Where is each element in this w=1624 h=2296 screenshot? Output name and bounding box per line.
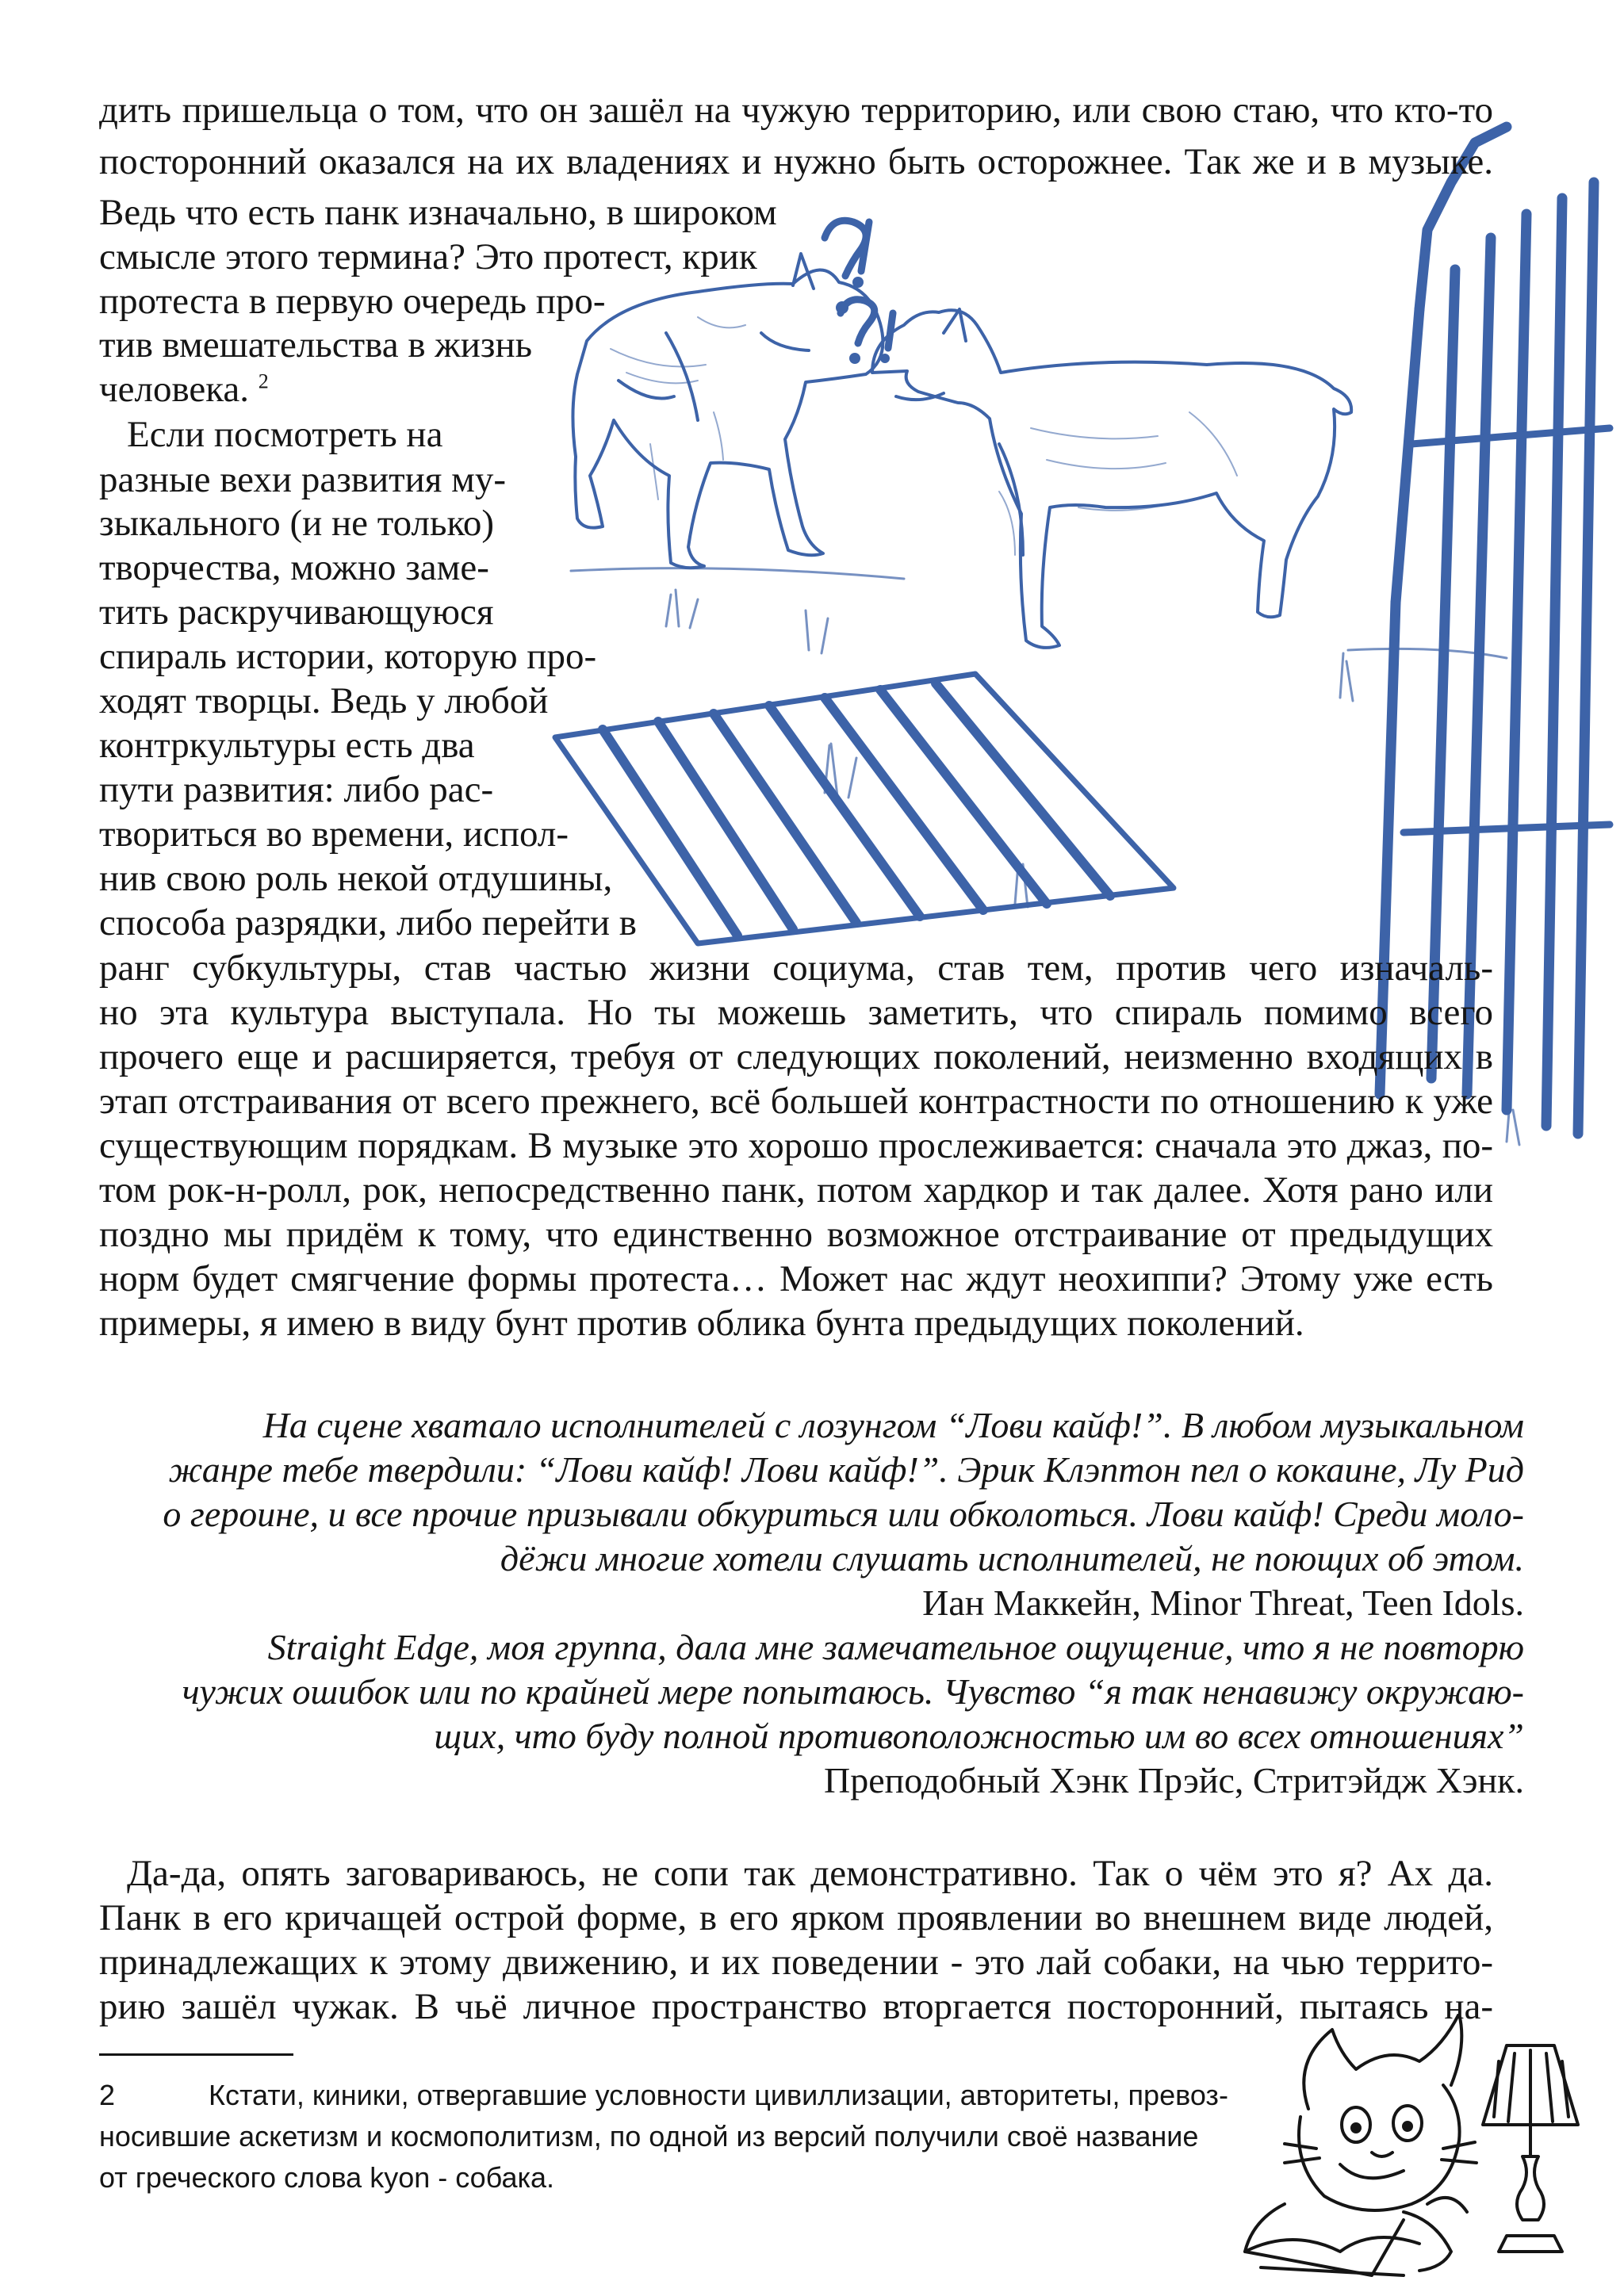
left-dog-icon (573, 254, 883, 568)
body-line: посторонний оказался на их владениях и нужно быть осторожнее. Так же и в музыке. (99, 141, 1493, 182)
body-line (99, 371, 269, 408)
body-line: тить раскручивающуюся (99, 591, 494, 633)
body-line: Ведь что есть панк изначально, в широком (99, 192, 777, 233)
quote-line: дёжи многие хотели слушать исполнителей, не поющих об этом. (500, 1538, 1524, 1578)
body-line: прочего еще и расширяется, требуя от следующих поколений, неизменно входящих в (99, 1036, 1493, 1077)
footnote-line: от греческого слова kyon - собака. (99, 2161, 555, 2194)
quote-line: жанре тебе твердили: “Лови кайф! Лови кайф!”. Эрик Клэптон пел о кокаине, Лу Рид (168, 1449, 1524, 1490)
quote-line: Straight Edge, моя группа, дала мне замечательное ощущение, что я не повторю (267, 1627, 1524, 1667)
body-line: протеста в первую очередь про- (99, 281, 606, 322)
quote-line: щих, что буду полной противоположностью им во всех отношениях” (434, 1716, 1524, 1756)
striped-mat-icon (555, 674, 1174, 943)
body-text: человека. (99, 369, 249, 410)
right-dog-icon (872, 309, 1351, 648)
body-line: разные вехи развития му- (99, 459, 507, 500)
body-line: спираль истории, которую про- (99, 636, 597, 677)
quote-line: На сцене хватало исполнителей с лозунгом “Лови кайф!”. В любом музыкальном (262, 1405, 1524, 1445)
body-line: контркультуры есть два (99, 725, 475, 766)
quote-line: о героине, и все прочие призывали обкуриться или обколоться. Лови кайф! Среди моло- (163, 1494, 1524, 1534)
quote-author: Иан Маккейн, Minor Threat, Teen Idols. (922, 1582, 1524, 1623)
body-line: пути развития: либо рас- (99, 769, 494, 810)
body-line: ходят творцы. Ведь у любой (99, 680, 549, 721)
footnote-number: 2 (99, 2079, 116, 2111)
body-line: этап отстраивания от всего прежнего, всё большей контрастности по отношению к уже (99, 1081, 1493, 1122)
body-line: поздно мы придём к тому, что единственно возможное отстраивание от предыдущих (99, 1214, 1493, 1255)
body-line: норм будет смягчение формы протеста… Может нас ждут неохиппи? Этому уже есть (99, 1258, 1493, 1299)
body-line: тив вмешательства в жизнь (99, 324, 533, 365)
table-lamp-icon (1475, 2030, 1586, 2267)
footnote-divider (99, 2053, 293, 2056)
footnote-line: носившие аскетизм и космополитизм, по одной из версий получили своё название (99, 2120, 1199, 2152)
body-line: существующим порядкам. В музыке это хорошо прослеживается: сначала это джаз, по- (99, 1125, 1493, 1166)
body-line: дить пришельца о том, что он зашёл на чужую территорию, или свою стаю, что кто-то (99, 90, 1493, 131)
quote-author: Преподобный Хэнк Прэйс, Стритэйдж Хэнк. (823, 1760, 1524, 1800)
body-line: примеры, я имею в виду бунт против облика бунта предыдущих поколений. (99, 1303, 1304, 1344)
body-line: но эта культура выступала. Но ты можешь заметить, что спираль помимо всего (99, 992, 1493, 1033)
body-line: способа разрядки, либо перейти в (99, 902, 637, 943)
quote-line: чужих ошибок или по крайней мере попытаюсь. Чувство “я так ненавижу окружаю- (182, 1671, 1524, 1712)
footnote-line: Кстати, киники, отвергавшие условности цивиллизации, авторитеты, превоз- (209, 2079, 1228, 2111)
body-line: зыкального (и не только) (99, 503, 495, 544)
footnote-reference: 2 (258, 369, 269, 393)
body-line: том рок-н-ролл, рок, непосредственно панк, потом хардкор и так далее. Хотя рано или (99, 1169, 1493, 1211)
body-line: рию зашёл чужак. В чьё личное пространство вторгается посторонний, пытаясь на- (99, 1986, 1493, 2027)
body-line: ранг субкультуры, став частью жизни социума, став тем, против чего изначаль- (99, 947, 1493, 989)
body-line: принадлежащих к этому движению, и их поведении - это лай собаки, на чью террито- (99, 1942, 1493, 1983)
paragraph-start-line: Если посмотреть на (127, 414, 443, 455)
body-line: творчества, можно заме- (99, 547, 489, 588)
body-line: Панк в его кричащей острой форме, в его ярком проявлении во внешнем виде людей, (99, 1897, 1493, 1938)
body-line: нив свою роль некой отдушины, (99, 858, 613, 899)
body-line: твориться во времени, испол- (99, 813, 569, 855)
body-line: смысле этого термина? Это протест, крик (99, 236, 757, 277)
paragraph-start-line: Да-да, опять заговариваюсь, не сопи так демонстративно. Так о чём это я? Ах да. (127, 1853, 1493, 1894)
